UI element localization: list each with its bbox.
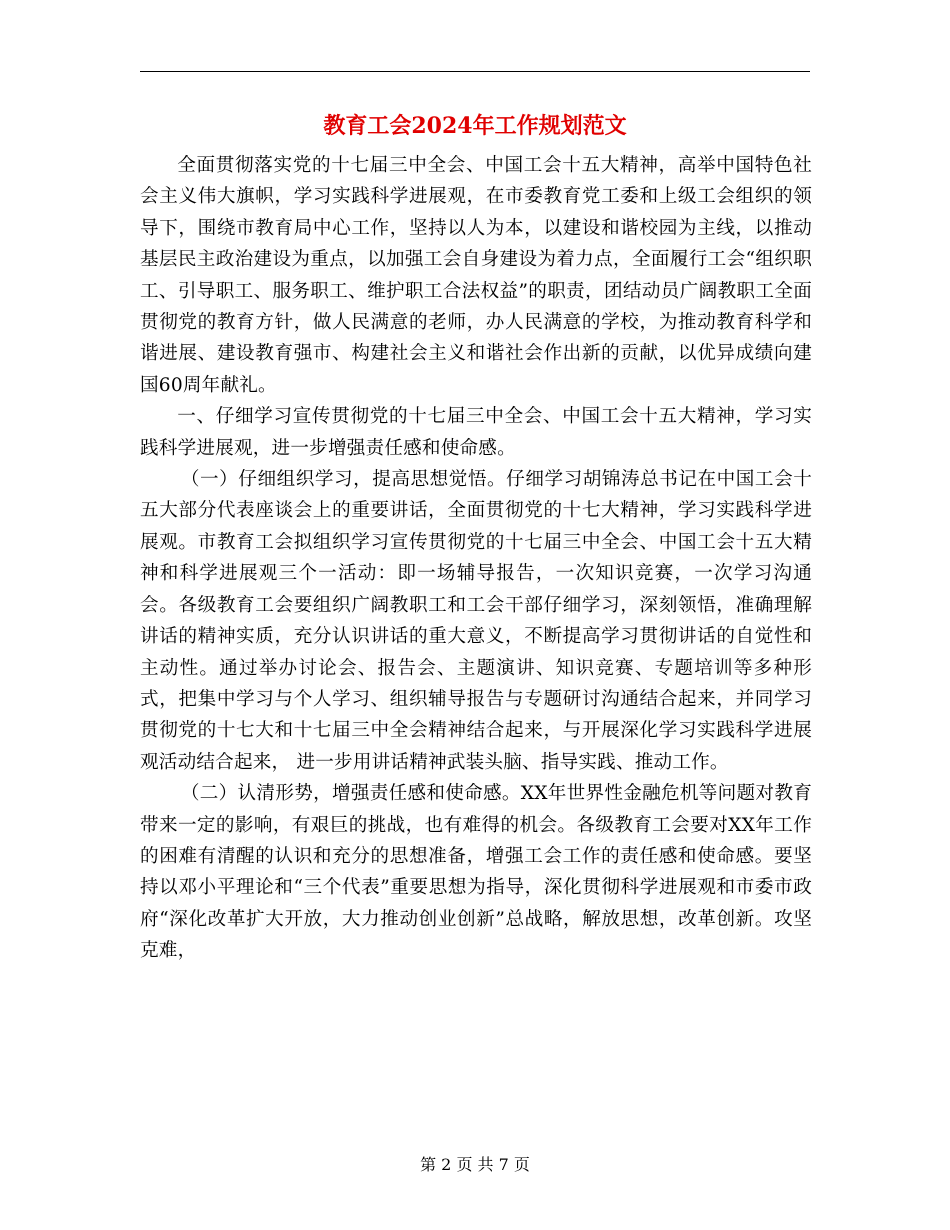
page-number-footer: 第 2 页 共 7 页 [420,1155,530,1174]
document-title: 教育工会2024年工作规划范文 [323,113,627,139]
document-body [140,150,812,967]
intro-paragraph: 全面贯彻落实党的十七届三中全会、中国工会十五大精神，高举中国特色社会主义伟大旗帜，学习实践科学进展观，在市委教育党工委和上级工会组织的领导下，围绕市教育局中心工作，坚持以人为本，以建设和谐校园为主线，以推动基层民主政治建设为重点，以加强工会自身建设为着力点，全面履行工会“组织职工、引导职工、服务职工、维护职工合法权益”的职责，团结动员广阔教职工全面贯彻党的教育方针，做人民满意的老师，办人民满意的学校，为推动教育科学和谐进展、建设教育强市、构建社会主义和谐社会作出新的贡献，以优异成绩向建国60周年献礼。 [140,155,812,396]
section-heading-1: 一、仔细学习宣传贯彻党的十七届三中全会、中国工会十五大精神，学习实践科学进展观，进一步增强责任感和使命感。 [140,406,812,459]
subsection-2-paragraph: （二）认清形势，增强责任感和使命感。XX年世界性金融危机等问题对教育带来一定的影响，有艰巨的挑战，也有难得的机会。各级教育工会要对XX年工作的困难有清醒的认识和充分的思想准备，增强工会工作的责任感和使命感。要坚持以邓小平理论和“三个代表”重要思想为指导，深化贯彻科学进展观和市委市政府“深化改革扩大开放，大力推动创业创新”总战略，解放思想，改革创新。攻坚克难， [140,783,812,962]
subsection-1-paragraph: （一）仔细组织学习，提高思想觉悟。仔细学习胡锦涛总书记在中国工会十五大部分代表座谈会上的重要讲话，全面贯彻党的十七大精神，学习实践科学进展观。市教育工会拟组织学习宣传贯彻党的十七届三中全会、中国工会十五大精神和科学进展观三个一活动：即一场辅导报告，一次知识竞赛，一次学习沟通会。各级教育工会要组织广阔教职工和工会干部仔细学习，深刻领悟，准确理解讲话的精神实质，充分认识讲话的重大意义，不断提高学习贯彻讲话的自觉性和主动性。通过举办讨论会、报告会、主题演讲、知识竞赛、专题培训等多种形式，把集中学习与个人学习、组织辅导报告与专题研讨沟通结合起来，并同学习贯彻党的十七大和十七届三中全会精神结合起来，与开展深化学习实践科学进展观活动结合起来， 进一步用讲话精神武装头脑、指导实践、推动工作。 [140,469,812,773]
header-rule [140,71,810,72]
